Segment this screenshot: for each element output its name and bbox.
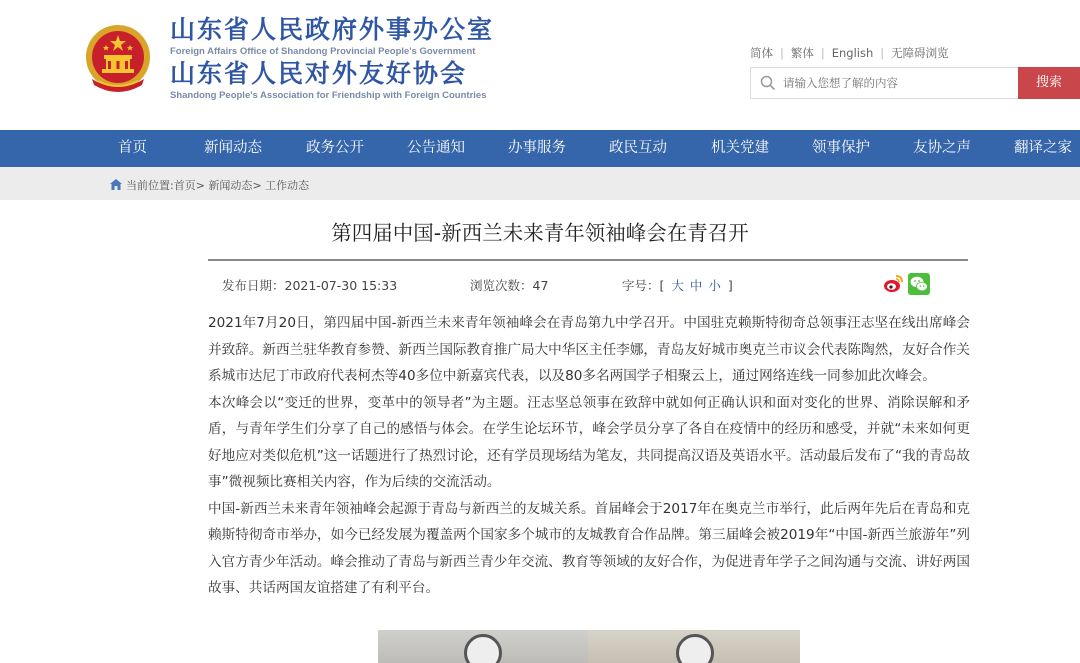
nav-item-party[interactable]: 机关党建 [711,140,769,156]
lang-simplified-link[interactable]: 简体 [750,46,773,60]
breadcrumb [110,177,309,193]
article-paragraph: 2021年7月20日，第四届中国-新西兰未来青年领袖峰会在青岛第九中学召开。中国驻克赖斯特彻奇总领事汪志坚在线出席峰会并致辞。新西兰驻华教育参赞、新西兰国际教育推广局大中华区主任李娜，青岛友好城市奥克兰市议会代表陈陶然，友好合作关系城市达尼丁市政府代表柯杰等40多位中新嘉宾代表，以及80多名两国学子相聚云上，通过网络连线一同参加此次峰会。 [208,315,970,384]
divider: | [780,46,784,60]
wall-clock [676,634,714,663]
divider: | [880,46,885,60]
publish-date: 发布日期：2021-07-30 15:33 [222,278,398,293]
article-body [208,310,970,602]
org-title-block [170,14,494,102]
font-size-control [622,276,733,294]
breadcrumb-link-news[interactable]: 新闻动态 [208,179,253,192]
org-name-en-primary: Foreign Affairs Office of Shandong Provincial People's Government [170,46,476,57]
nav-item-friendship[interactable]: 友协之声 [913,140,971,156]
home-icon [110,179,122,190]
font-size-small-link[interactable]: 小 [708,278,721,293]
font-size-label: 字号：[ [622,278,665,293]
breadcrumb-link-work-news[interactable]: 工作动态 [265,179,310,192]
view-count: 浏览次数：47 [470,278,549,293]
wall-clock [464,634,502,663]
breadcrumb-separator: > [252,179,262,192]
breadcrumb-separator: > [195,179,205,192]
search-icon [760,75,776,91]
nav-item-interaction[interactable]: 政民互动 [609,140,667,156]
font-size-close: ] [727,278,733,293]
breadcrumb-bar [0,167,1080,200]
language-links [750,45,949,61]
accessibility-link[interactable]: 无障碍浏览 [891,46,949,60]
weibo-share-icon[interactable] [882,273,904,295]
search-input[interactable] [783,72,1013,94]
lang-traditional-link[interactable]: 繁体 [790,46,814,60]
lang-english-link[interactable]: English [831,46,874,60]
national-emblem-logo[interactable] [84,23,152,95]
article-title: 第四届中国-新西兰未来青年领袖峰会在青召开 [331,221,749,245]
article-photo-right [588,630,800,663]
breadcrumb-link-home[interactable]: 首页 [173,179,196,192]
org-name-cn-secondary: 山东省人民对外友好协会 [170,59,468,88]
font-size-large-link[interactable]: 大 [671,278,684,293]
org-name-cn-primary: 山东省人民政府外事办公室 [170,15,495,44]
breadcrumb-prefix: 当前位置: [126,179,174,192]
nav-item-notices[interactable]: 公告通知 [407,140,465,156]
nav-item-translation[interactable]: 翻译之家 [1014,140,1072,156]
org-name-en-secondary: Shandong People's Association for Friendship with Foreign Countries [170,90,487,101]
site-header [0,0,1080,130]
main-nav [0,130,1080,167]
article-paragraph: 中国-新西兰未来青年领袖峰会起源于青岛与新西兰的友城关系。首届峰会于2017年在奥克兰市举行，此后两年先后在青岛和克赖斯特彻奇市举办，如今已经发展为覆盖两个国家多个城市的友城教育合作品牌。第三届峰会被2019年“中国-新西兰旅游年”列入官方青少年活动。峰会推动了青岛与新西兰青少年交流、教育等领域的友好合作，为促进青年学子之间沟通与交流、讲好两国故事、共话两国友谊搭建了有利平台。 [208,500,970,596]
divider: | [820,46,825,60]
article-paragraph: 本次峰会以“变迁的世界，变革中的领导者”为主题。汪志坚总领事在致辞中就如何正确认识和面对变化的世界、消除误解和矛盾，与青年学生们分享了自己的感悟与体会。在学生论坛环节，峰会学员分享了各自在疫情中的经历和感受，并就“未来如何更好地应对类似危机”这一话题进行了热烈讨论，还有学员现场结为笔友，共同提高汉语及英语水平。活动最后发布了“我的青岛故事”微视频比赛相关内容，作为后续的交流活动。 [208,394,970,490]
search-box [750,67,1018,99]
nav-item-consular[interactable]: 领事保护 [812,140,870,156]
nav-item-news[interactable]: 新闻动态 [204,140,262,156]
title-divider [208,259,968,261]
nav-item-services[interactable]: 办事服务 [508,140,566,156]
font-size-medium-link[interactable]: 中 [689,278,703,293]
nav-item-gov-affairs[interactable]: 政务公开 [306,140,364,156]
wechat-share-icon[interactable] [908,273,930,295]
search-button[interactable]: 搜索 [1018,67,1080,99]
article-photo-left [378,630,588,663]
nav-item-home[interactable]: 首页 [118,140,147,156]
